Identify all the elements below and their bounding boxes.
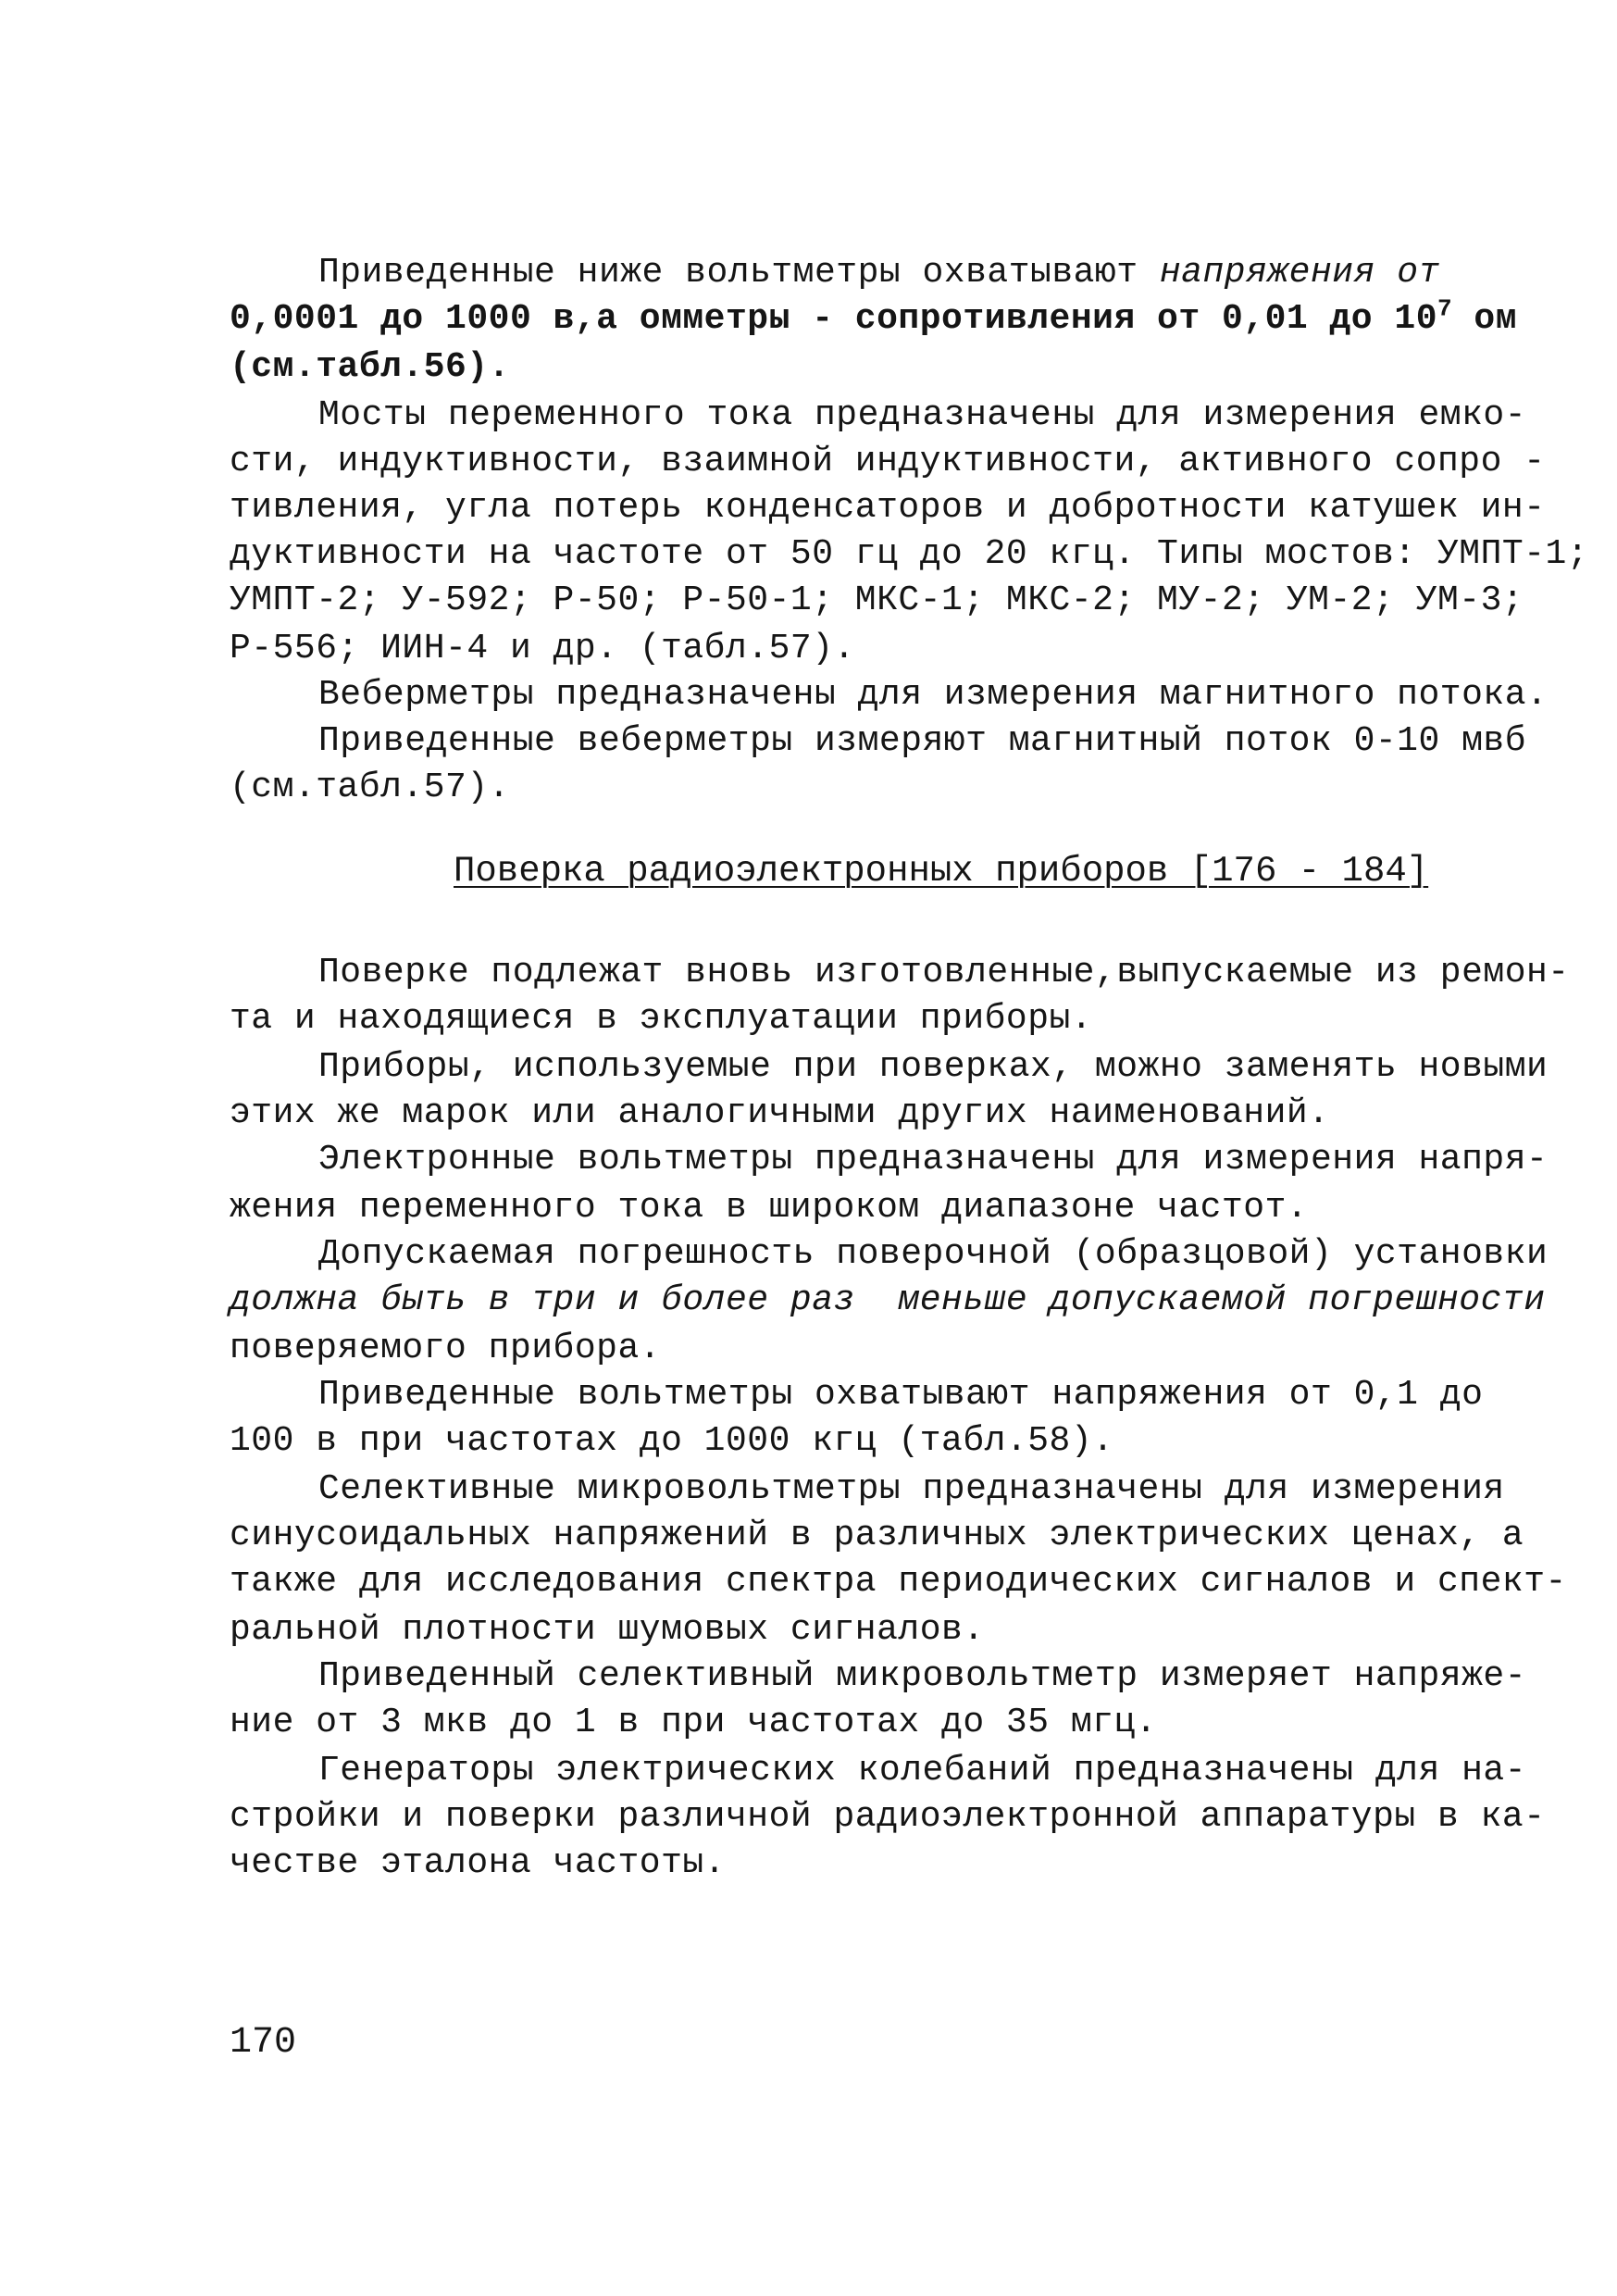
paragraph-12-line-3: честве эталона частоты. <box>230 1843 726 1883</box>
paragraph-2-line-2: сти, индуктивности, взаимной индуктивности, активного сопро - <box>230 442 1546 481</box>
paragraph-7-line-1: Электронные вольтметры предназначены для измерения напря- <box>318 1140 1549 1179</box>
section-heading: Поверка радиоэлектронных приборов [176 - 184] <box>454 851 1429 892</box>
paragraph-8-line-3: поверяемого прибора. <box>230 1329 662 1368</box>
paragraph-2-line-1: Мосты переменного тока предназначены для измерения емко- <box>318 395 1527 435</box>
paragraph-2-line-5: УМПТ-2; У-592; Р-50; Р-50-1; МКС-1; МКС-2; МУ-2; УМ-2; УМ-3; <box>230 580 1524 620</box>
paragraph-1-line-2 <box>230 296 1517 343</box>
paragraph-5-line-1: Поверке подлежат вновь изготовленные,выпускаемые из ремон- <box>318 953 1570 992</box>
paragraph-5-line-2: та и находящиеся в эксплуатации приборы. <box>230 999 1093 1039</box>
paragraph-1-line-1-text: Приведенные ниже вольтметры охватывают <box>318 253 1160 293</box>
paragraph-10-line-2: синусоидальных напряжений в различных электрических ценах, а <box>230 1516 1524 1555</box>
paragraph-1-line-2-unit: ом <box>1452 299 1518 339</box>
paragraph-10-line-3: также для исследования спектра периодических сигналов и спект- <box>230 1562 1567 1602</box>
paragraph-1-line-3: (см.табл.56). <box>230 347 510 387</box>
paragraph-11-line-1: Приведенный селективный микровольтметр измеряет напряже- <box>318 1656 1527 1696</box>
paragraph-10-line-4: ральной плотности шумовых сигналов. <box>230 1610 985 1650</box>
paragraph-9-line-1: Приведенные вольтметры охватывают напряжения от 0,1 до <box>318 1375 1484 1415</box>
paragraph-12-line-1: Генераторы электрических колебаний предназначены для на- <box>318 1751 1527 1791</box>
paragraph-2-line-4: дуктивности на частоте от 50 гц до 20 кгц. Типы мостов: УМПТ-1; <box>230 534 1589 574</box>
paragraph-11-line-2: ние от 3 мкв до 1 в при частотах до 35 мгц. <box>230 1703 1158 1742</box>
paragraph-3-line-1: Веберметры предназначены для измерения магнитного потока. <box>318 675 1549 715</box>
paragraph-1-line-1 <box>318 250 1440 296</box>
paragraph-10-line-1: Селективные микровольтметры предназначены для измерения <box>318 1469 1505 1509</box>
paragraph-12-line-2: стройки и поверки различной радиоэлектронной аппаратуры в ка- <box>230 1797 1546 1837</box>
exponent: 7 <box>1437 294 1453 323</box>
paragraph-1-line-1-italic: напряжения от <box>1159 253 1440 293</box>
paragraph-4-line-2: (см.табл.57). <box>230 767 510 807</box>
paragraph-7-line-2: жения переменного тока в широком диапазоне частот. <box>230 1188 1309 1228</box>
paragraph-9-line-2: 100 в при частотах до 1000 кгц (табл.58). <box>230 1421 1114 1461</box>
paragraph-6-line-2: этих же марок или аналогичными других наименований. <box>230 1093 1330 1133</box>
paragraph-1-line-2-text: 0,0001 до 1000 в,а омметры - сопротивления от 0,01 до 10 <box>230 299 1438 339</box>
paragraph-6-line-1: Приборы, используемые при поверках, можно заменять новыми <box>318 1047 1549 1087</box>
paragraph-2-line-6: Р-556; ИИН-4 и др. (табл.57). <box>230 629 855 668</box>
paragraph-8-line-2: должна быть в три и более раз меньше допускаемой погрешности <box>230 1280 1546 1320</box>
paragraph-4-line-1: Приведенные веберметры измеряют магнитный поток 0-10 мвб <box>318 721 1527 761</box>
page-number: 170 <box>230 2022 297 2064</box>
paragraph-2-line-3: тивления, угла потерь конденсаторов и добротности катушек ин- <box>230 488 1546 528</box>
paragraph-8-line-1: Допускаемая погрешность поверочной (образцовой) установки <box>318 1234 1549 1274</box>
